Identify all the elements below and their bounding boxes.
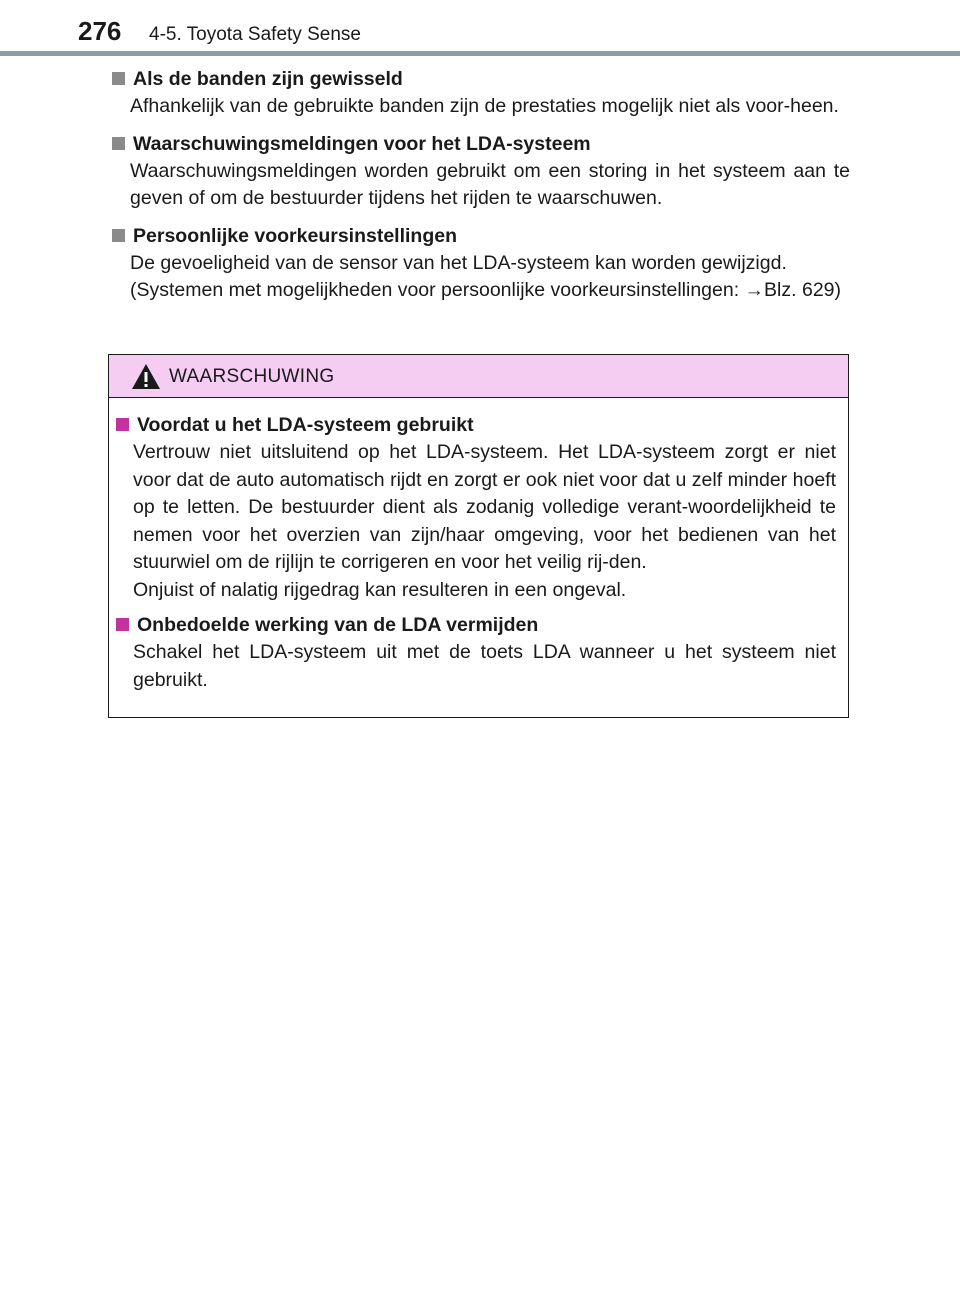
section-title [108, 131, 850, 158]
page-reference: (Systemen met mogelijkheden voor persoonlijke voorkeursinstellingen: →Blz. 629) [130, 279, 842, 301]
section-personal-settings [108, 223, 850, 305]
section-title-text: Onbedoelde werking van de LDA vermijden [137, 614, 539, 636]
section-body [133, 439, 836, 604]
section-title [108, 223, 850, 250]
warning-box [108, 354, 849, 718]
section-warning-messages [108, 131, 850, 213]
section-title [114, 612, 836, 639]
main-content [108, 66, 850, 315]
warning-section-before-use [114, 412, 836, 604]
section-title-text: Voordat u het LDA-systeem gebruikt [137, 414, 474, 436]
section-body [133, 639, 836, 694]
page-header [0, 0, 960, 58]
warning-label: WAARSCHUWING [169, 366, 335, 387]
page-number: 276 [78, 16, 122, 46]
warning-section-unintended-operation [114, 612, 836, 694]
paragraph: Schakel het LDA-systeem uit met de toets LDA wanneer u het systeem niet gebruikt. [133, 641, 836, 691]
section-title-text: Persoonlijke voorkeursinstellingen [133, 224, 458, 247]
paragraph: De gevoeligheid van de sensor van het LDA-systeem kan worden gewijzigd. [130, 251, 787, 274]
square-bullet-icon [116, 618, 129, 631]
section-body [130, 250, 850, 305]
section-title [114, 412, 836, 439]
warning-content [109, 398, 848, 694]
paragraph: Waarschuwingsmeldingen worden gebruikt om een storing in het systeem aan te geven of om de bestuurder tijdens het rijden te waarschuwen. [130, 159, 850, 209]
header-rule [0, 51, 960, 56]
section-title-text: Als de banden zijn gewisseld [133, 68, 403, 90]
square-bullet-icon [112, 137, 125, 150]
section-title [108, 66, 850, 93]
square-bullet-icon [116, 418, 129, 431]
section-body [130, 158, 850, 213]
section-body [130, 93, 850, 121]
section-tyres [108, 66, 850, 121]
paragraph: Onjuist of nalatig rijgedrag kan resulteren in een ongeval. [133, 578, 627, 601]
warning-triangle-icon [131, 363, 161, 390]
square-bullet-icon [112, 72, 125, 85]
section-title-text: Waarschuwingsmeldingen voor het LDA-systeem [133, 132, 591, 155]
paragraph: Afhankelijk van de gebruikte banden zijn de prestaties mogelijk niet als voor-heen. [130, 95, 839, 117]
chapter-title: 4-5. Toyota Safety Sense [149, 24, 361, 45]
square-bullet-icon [112, 229, 125, 242]
warning-header [109, 355, 848, 398]
paragraph: Vertrouw niet uitsluitend op het LDA-systeem. Het LDA-systeem zorgt er niet voor dat de auto automatisch rijdt en zorgt er ook niet voor dat u zelf minder hoeft op te letten. De bestuurder dient als zodanig volledige verant-woordelijkheid te nemen voor het overzien van zijn/haar omgeving, voor het bedienen van het stuurwiel om de rijlijn te corrigeren en voor het veilig rij-den. [133, 441, 836, 573]
